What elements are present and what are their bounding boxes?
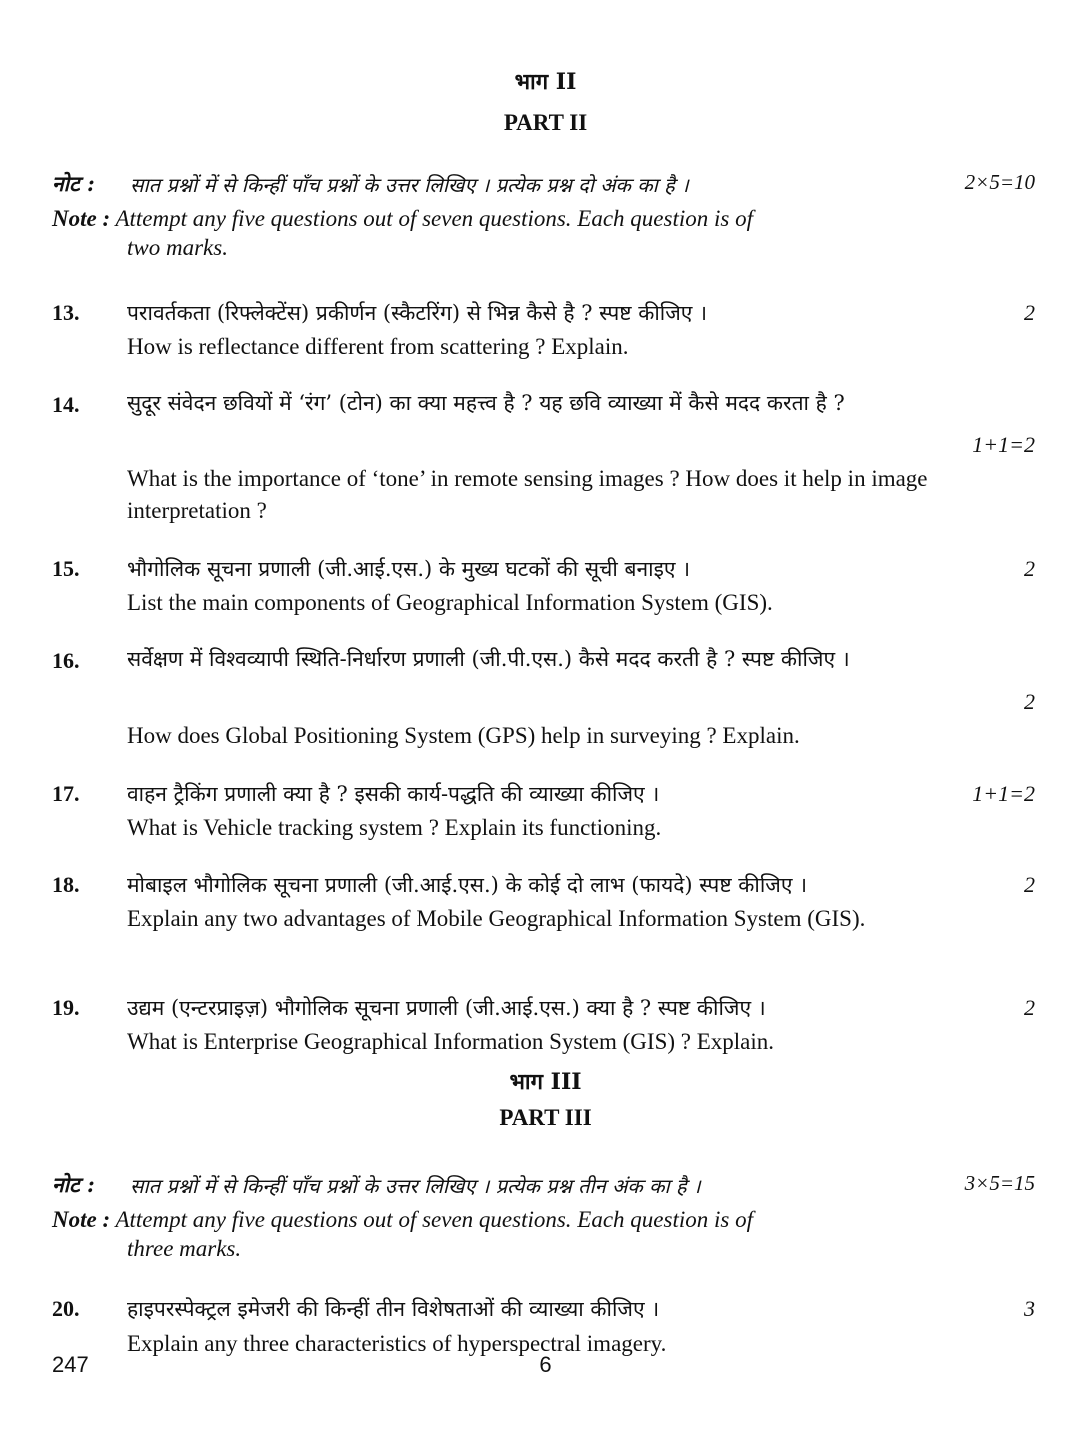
part3-title-hindi: भाग III <box>509 1069 582 1095</box>
question-number: 16. <box>52 648 80 673</box>
note-text-english-cont: three marks. <box>127 1236 242 1261</box>
page-number: 6 <box>539 1352 552 1377</box>
question-text-hindi: हाइपरस्पेक्ट्रल इमेजरी की किन्हीं तीन विशेषताओं की व्याख्या कीजिए । <box>127 1297 660 1321</box>
question-text-english: Explain any two advantages of Mobile Geographical Information System (GIS). <box>127 906 866 931</box>
question-marks: 1+1=2 <box>972 432 1035 457</box>
question-text-english: Explain any three characteristics of hyperspectral imagery. <box>127 1331 667 1356</box>
note-label-english: Note : <box>52 1207 111 1232</box>
question-text-english: How does Global Positioning System (GPS) help in surveying ? Explain. <box>127 723 800 748</box>
part2-title-english: PART II <box>503 110 588 135</box>
question-marks: 2 <box>1024 689 1035 714</box>
part3-title-english: PART III <box>499 1105 592 1130</box>
note-label-hindi: नोट : <box>52 1172 95 1197</box>
part2-title-hindi: भाग II <box>514 69 577 95</box>
question-marks: 2 <box>1024 300 1035 325</box>
question-text-english: How is reflectance different from scattering ? Explain. <box>127 334 629 359</box>
question-number: 20. <box>52 1296 80 1321</box>
note-text-english: Attempt any five questions out of seven questions. Each question is of <box>115 206 753 231</box>
paper-code: 247 <box>52 1352 89 1377</box>
question-text-hindi: वाहन ट्रैकिंग प्रणाली क्या है ? इसकी कार्य-पद्धति की व्याख्या कीजिए । <box>127 782 660 806</box>
question-text-hindi: उद्यम (एन्टरप्राइज़) भौगोलिक सूचना प्रणाली (जी.आई.एस.) क्या है ? स्पष्ट कीजिए । <box>127 996 766 1020</box>
note-label-english: Note : <box>52 206 111 231</box>
question-number: 18. <box>52 872 80 897</box>
question-marks: 2 <box>1024 872 1035 897</box>
question-text-hindi: परावर्तकता (रिफ्लेक्टेंस) प्रकीर्णन (स्कैटरिंग) से भिन्न कैसे है ? स्पष्ट कीजिए । <box>127 301 708 325</box>
question-marks: 3 <box>1024 1296 1035 1321</box>
note-text-english-cont: two marks. <box>127 235 228 260</box>
question-marks: 1+1=2 <box>972 781 1035 806</box>
note-english <box>52 204 987 262</box>
question-marks: 2 <box>1024 995 1035 1020</box>
question-text-english: What is Vehicle tracking system ? Explain its functioning. <box>127 815 662 840</box>
question-number: 14. <box>52 392 80 417</box>
note-english <box>52 1205 987 1263</box>
question-text-english: List the main components of Geographical Information System (GIS). <box>127 590 773 615</box>
question-text-hindi: भौगोलिक सूचना प्रणाली (जी.आई.एस.) के मुख्य घटकों की सूची बनाइए । <box>127 557 691 581</box>
question-number: 15. <box>52 556 80 581</box>
note-text-hindi: सात प्रश्नों में से किन्हीं पाँच प्रश्नों के उत्तर लिखिए । प्रत्येक प्रश्न तीन अंक का है । <box>130 1174 701 1198</box>
question-number: 19. <box>52 995 80 1020</box>
question-number: 13. <box>52 300 80 325</box>
note-text-hindi: सात प्रश्नों में से किन्हीं पाँच प्रश्नों के उत्तर लिखिए । प्रत्येक प्रश्न दो अंक का है । <box>130 173 689 197</box>
question-marks: 2 <box>1024 556 1035 581</box>
note-label-hindi: नोट : <box>52 171 95 196</box>
question-text-hindi: मोबाइल भौगोलिक सूचना प्रणाली (जी.आई.एस.) के कोई दो लाभ (फायदे) स्पष्ट कीजिए । <box>127 873 808 897</box>
note-marks: 2×5=10 <box>964 170 1035 194</box>
question-number: 17. <box>52 781 80 806</box>
question-text-hindi: सुदूर संवेदन छवियों में ‘रंग’ (टोन) का क्या महत्त्व है ? यह छवि व्याख्या में कैसे मदद करता है ? <box>127 391 845 415</box>
question-text-hindi: सर्वेक्षण में विश्वव्यापी स्थिति-निर्धारण प्रणाली (जी.पी.एस.) कैसे मदद करती है ? स्पष्ट कीजिए । <box>127 647 850 671</box>
note-text-english: Attempt any five questions out of seven questions. Each question is of <box>115 1207 753 1232</box>
question-text-english: What is the importance of ‘tone’ in remote sensing images ? How does it help in image interpretation ? <box>127 466 928 523</box>
question-text-english: What is Enterprise Geographical Information System (GIS) ? Explain. <box>127 1029 775 1054</box>
note-marks: 3×5=15 <box>964 1171 1035 1195</box>
